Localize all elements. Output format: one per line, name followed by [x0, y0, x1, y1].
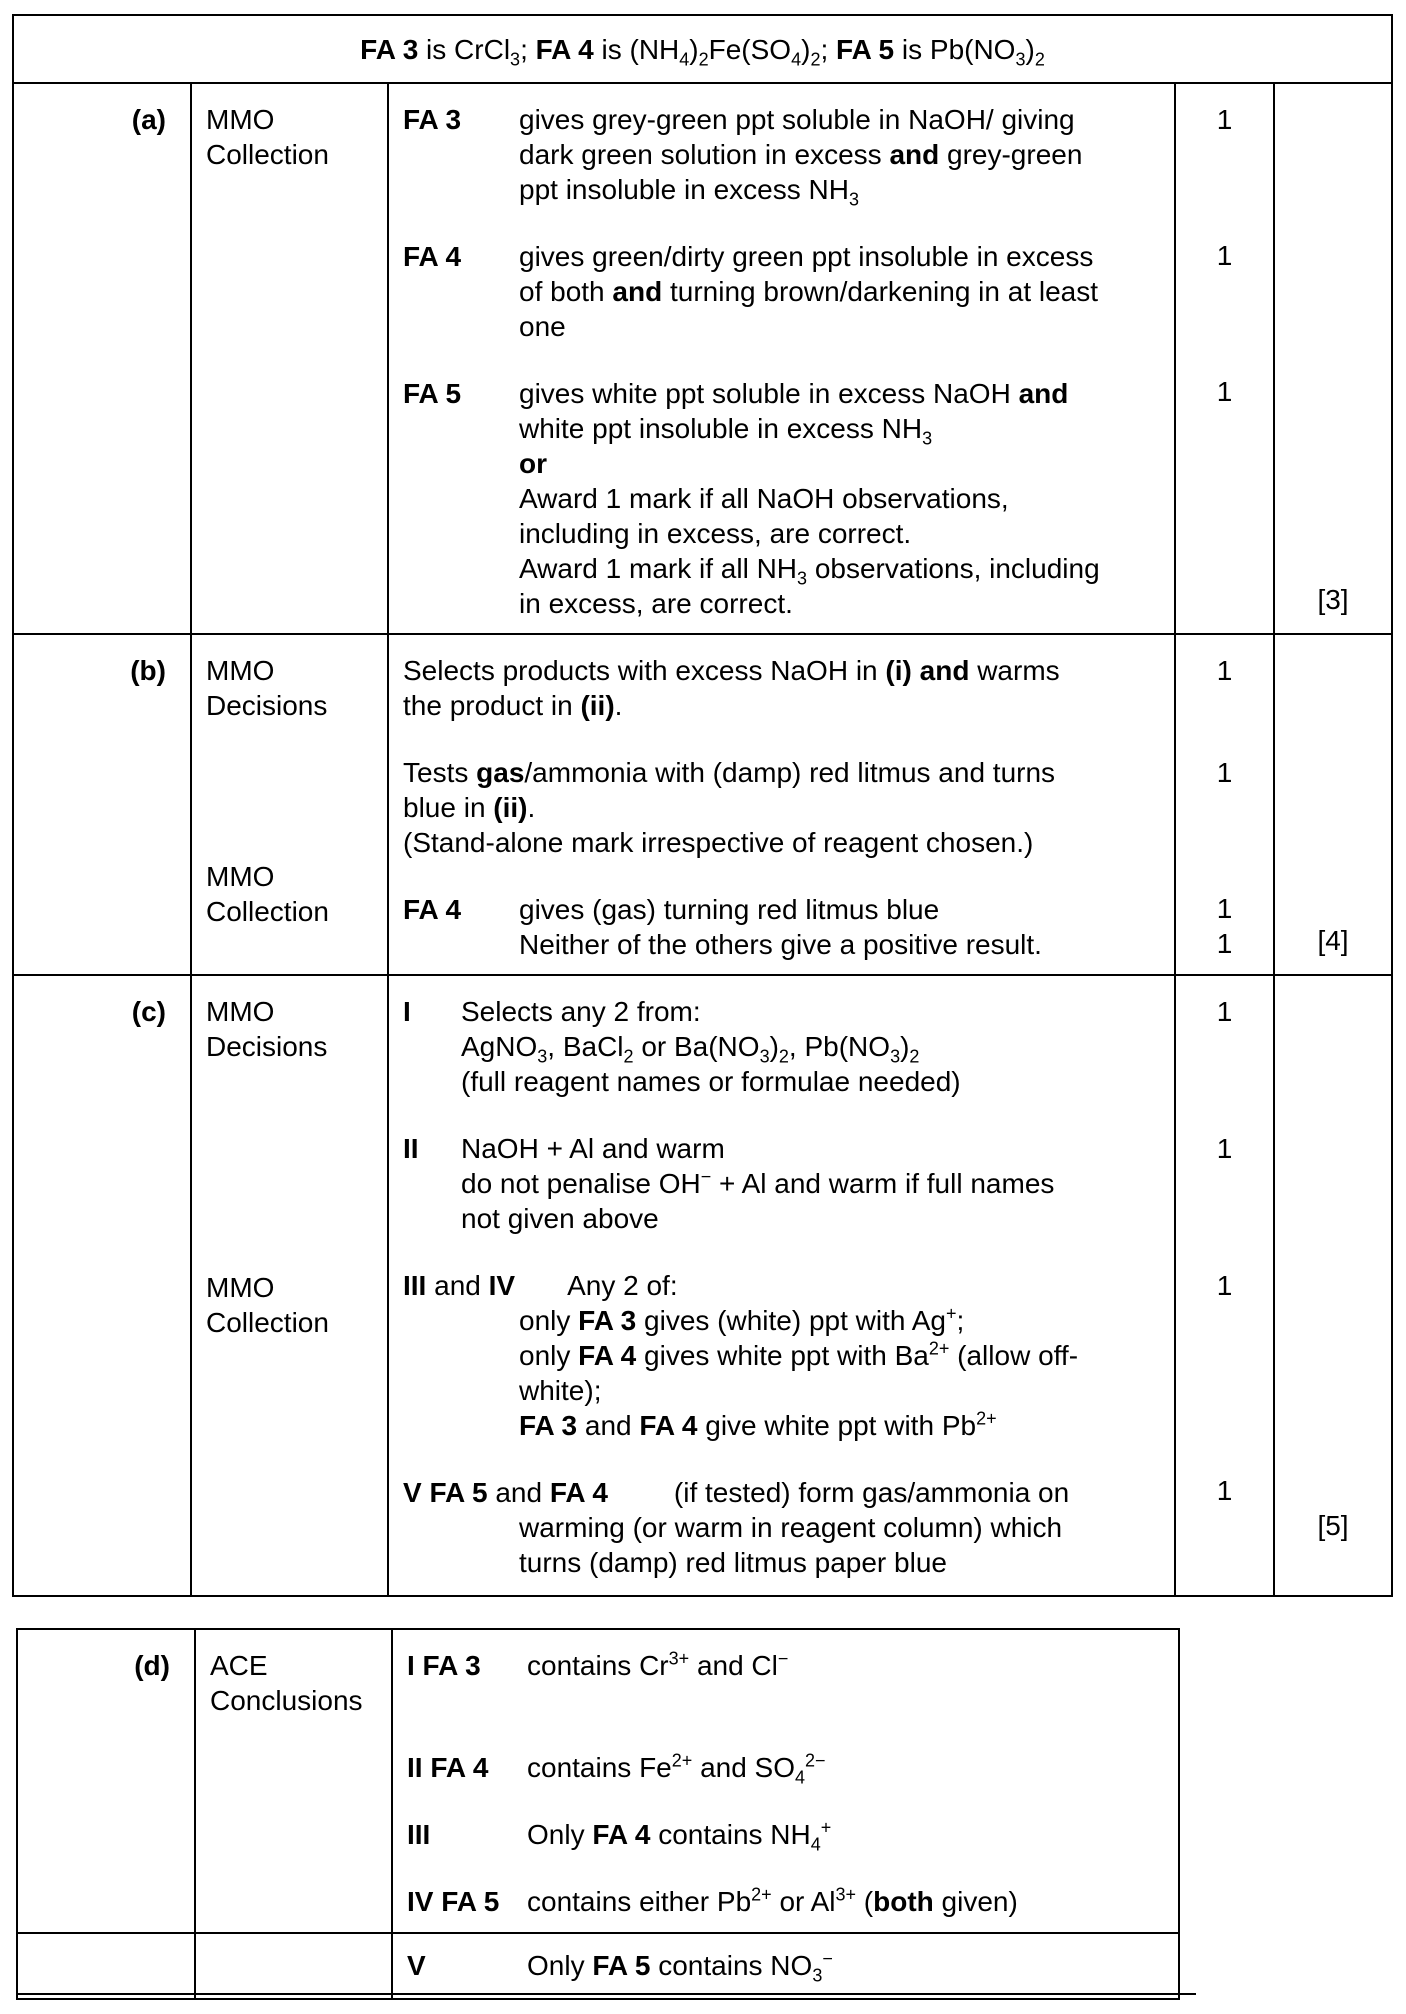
line: and — [612, 276, 663, 307]
part-d-v-guidance — [392, 1933, 1179, 1999]
key: I — [403, 996, 411, 1027]
sub: 4 — [795, 1767, 806, 1788]
fa5-text: ) — [1025, 33, 1035, 65]
line: + Al and warm if full names — [719, 1168, 1055, 1199]
part-b-label: (b) — [13, 634, 191, 975]
text: contains either Pb — [527, 1886, 752, 1917]
part-d-iv — [407, 1884, 1164, 1919]
sub: 2 — [623, 1046, 634, 1067]
line: gives (gas) turning red litmus blue — [519, 894, 940, 925]
part-b-guidance — [388, 634, 1175, 975]
part-a-guidance — [388, 83, 1175, 634]
sup: 2+ — [671, 1750, 693, 1771]
line: , BaCl — [547, 1031, 624, 1062]
part-b-marks — [1175, 634, 1274, 975]
mark: 1 — [1216, 757, 1233, 788]
sub: 3 — [890, 1046, 901, 1067]
key: and — [495, 1477, 543, 1508]
text: Only — [527, 1950, 585, 1981]
part-c-row — [13, 975, 1392, 1596]
part-a-assessment-objective — [191, 83, 388, 634]
sup: 2+ — [976, 1408, 997, 1429]
line: only — [519, 1305, 571, 1336]
line: of both — [519, 276, 605, 307]
sup: 3+ — [668, 1648, 690, 1669]
sub: 2 — [909, 1046, 920, 1067]
mark: 1 — [1216, 1270, 1233, 1301]
text — [519, 239, 1160, 344]
line: FA 4 — [639, 1410, 698, 1441]
ao-line: MMO — [206, 655, 275, 686]
text: contains NO — [658, 1950, 813, 1981]
mark: 1 — [1216, 104, 1233, 135]
line: not given above — [461, 1203, 659, 1234]
part-c-i — [403, 994, 1160, 1099]
sub: 4 — [810, 1834, 821, 1855]
sub: 4 — [679, 49, 690, 70]
line: NaOH + Al and warm — [461, 1133, 725, 1164]
key: V — [407, 1950, 426, 1981]
conclusions-table — [16, 1628, 1197, 2000]
key: III — [403, 1270, 427, 1301]
part-d-label: (d) — [17, 1629, 195, 1933]
part-b-row — [13, 634, 1392, 975]
part-a-marks — [1175, 83, 1274, 634]
mark: 1 — [1216, 376, 1233, 407]
text — [519, 376, 1160, 621]
mark: 1 — [1216, 1133, 1233, 1164]
part-d-v-row — [17, 1933, 1197, 1999]
fa3-text: is CrCl — [426, 33, 511, 65]
sub: 2 — [698, 49, 709, 70]
part-c-assessment-objective — [191, 975, 388, 1596]
part-c-marks — [1175, 975, 1274, 1596]
sub: 2 — [778, 1046, 789, 1067]
part-a-row — [13, 83, 1392, 634]
mark: 1 — [1216, 1475, 1233, 1506]
mark-scheme-table — [12, 14, 1393, 1597]
line: in excess, are correct. — [519, 588, 793, 619]
ao-line: MMO — [206, 861, 275, 892]
line: gives green/dirty green ppt insoluble in excess — [519, 241, 1094, 272]
line: ) — [900, 1031, 910, 1062]
key: FA 4 — [549, 1477, 608, 1508]
key: and — [434, 1270, 481, 1301]
text: (if tested) form gas/ammonia on — [673, 1477, 1070, 1508]
sup: 2+ — [751, 1884, 772, 1905]
key: I FA 3 — [407, 1650, 481, 1681]
fa4-text: ) — [689, 33, 699, 65]
part-d-iii — [407, 1817, 1164, 1855]
line: gives white ppt with Ba — [644, 1340, 929, 1371]
or-keyword: or — [519, 448, 547, 479]
line: Award 1 mark if all NH — [519, 553, 798, 584]
sub: 3 — [1015, 49, 1026, 70]
ao-line: Decisions — [206, 1031, 328, 1062]
line: do not penalise OH — [461, 1168, 701, 1199]
text: contains NH — [658, 1819, 811, 1850]
bottom-rule — [16, 1993, 1196, 1995]
part-a-total: [3] — [1274, 83, 1392, 634]
part-c-iii-iv — [403, 1268, 1160, 1443]
text: blue in — [403, 792, 486, 823]
line: Neither of the others give a positive result. — [519, 929, 1042, 960]
ao-line: Decisions — [206, 690, 328, 721]
fa4-text: ) — [801, 33, 811, 65]
sup: 2+ — [928, 1338, 950, 1359]
part-d-v-ao-cell — [195, 1933, 392, 1999]
sub: 2 — [810, 49, 821, 70]
text: Selects products with excess NaOH in — [403, 655, 878, 686]
line: one — [519, 311, 566, 342]
text: ( — [863, 1886, 874, 1917]
line: grey-green — [947, 139, 1083, 170]
key: V FA 5 — [403, 1477, 488, 1508]
text — [519, 102, 1160, 210]
text: the product in — [403, 690, 573, 721]
part-d-v-label-cell — [17, 1933, 195, 1999]
text: and Cl — [696, 1650, 778, 1681]
part-c-total — [1274, 975, 1392, 1596]
line: including in excess, are correct. — [519, 518, 912, 549]
part-d-ii — [407, 1750, 1164, 1788]
line: only — [519, 1340, 571, 1371]
part-b-para-1 — [403, 653, 1160, 723]
line: gives white ppt soluble in excess NaOH — [519, 378, 1011, 409]
line: Award 1 mark if all NaOH observations, — [519, 483, 1009, 514]
line: and — [1018, 378, 1069, 409]
line: observations, including — [814, 553, 1100, 584]
text — [461, 1131, 1160, 1236]
line: and — [584, 1410, 632, 1441]
sub: 4 — [791, 49, 802, 70]
text: Any 2 of: — [567, 1270, 678, 1301]
text: both — [873, 1886, 934, 1917]
text: . — [527, 792, 536, 823]
sup: − — [777, 1648, 789, 1669]
line: FA 4 — [578, 1340, 637, 1371]
key: IV FA 5 — [407, 1886, 500, 1917]
part-d-i — [407, 1648, 1164, 1683]
part-c-guidance — [388, 975, 1175, 1596]
sup: + — [820, 1817, 832, 1838]
line: turning brown/darkening in at least — [669, 276, 1099, 307]
line: and — [889, 139, 940, 170]
text: (ii) — [580, 690, 615, 721]
part-c-ii — [403, 1131, 1160, 1236]
text: (ii) — [493, 792, 528, 823]
text: FA 5 — [592, 1950, 651, 1981]
text: given) — [941, 1886, 1018, 1917]
key: FA 4 — [403, 894, 462, 925]
text: warms — [977, 655, 1060, 686]
fa5-text: is Pb(NO — [901, 33, 1016, 65]
line: dark green solution in excess — [519, 139, 882, 170]
fa4-label: FA 4 — [535, 33, 594, 65]
text: contains Cr — [527, 1650, 669, 1681]
line: , Pb(NO — [788, 1031, 891, 1062]
sup: − — [700, 1166, 712, 1187]
line: ; — [956, 1305, 965, 1336]
line: or Ba(NO — [641, 1031, 760, 1062]
line: FA 3 — [578, 1305, 637, 1336]
text — [519, 892, 1160, 962]
part-d-row — [17, 1629, 1197, 1933]
sub: 3 — [537, 1046, 548, 1067]
key: FA 5 — [403, 378, 462, 409]
key: II FA 4 — [407, 1752, 489, 1783]
fa4-text: Fe(SO — [708, 33, 792, 65]
fa5-label: FA 5 — [836, 33, 895, 65]
ao-line: MMO — [206, 104, 275, 135]
sub: 3 — [759, 1046, 770, 1067]
text: (i) — [885, 655, 912, 686]
part-d-guidance — [392, 1629, 1179, 1933]
key: III — [407, 1819, 431, 1850]
line: AgNO — [461, 1031, 538, 1062]
sup: − — [822, 1948, 833, 1969]
key: IV — [488, 1270, 516, 1301]
line: (full reagent names or formulae needed) — [461, 1066, 961, 1097]
fa4-text: is (NH — [601, 33, 680, 65]
text: or Al — [779, 1886, 836, 1917]
total: [5] — [1317, 1510, 1349, 1541]
part-b-para-2 — [403, 755, 1160, 860]
part-b-total: [4] — [1274, 634, 1392, 975]
part-a-label: (a) — [13, 83, 191, 634]
line: give white ppt with Pb — [705, 1410, 977, 1441]
text: and SO — [700, 1752, 796, 1783]
fa3-label: FA 3 — [360, 33, 419, 65]
part-b-fa4 — [403, 892, 1160, 962]
text: gas — [476, 757, 525, 788]
key: FA 3 — [403, 104, 462, 135]
line: (allow off- — [957, 1340, 1079, 1371]
part-b-assessment-objective — [191, 634, 388, 975]
mark: 1 — [1216, 240, 1233, 271]
header-row: FA 3 is CrCl$_3$; FA 4 is $(NH_4)_2Fe(SO_4)_2$; FA 5 is $Pb(NO_3)_2$ — [13, 15, 1392, 83]
sup: + — [945, 1303, 957, 1324]
ao-line: ACE — [210, 1650, 268, 1681]
mark: 1 — [1216, 655, 1233, 686]
text: contains Fe — [527, 1752, 672, 1783]
sub: 3 — [848, 189, 859, 210]
line: ppt insoluble in excess NH — [519, 174, 849, 205]
part-a-fa5 — [403, 376, 1160, 621]
part-a-fa4 — [403, 239, 1160, 344]
line: ) — [769, 1031, 779, 1062]
part-a-fa3 — [403, 102, 1160, 210]
key: II — [403, 1133, 419, 1164]
text: /ammonia with (damp) red litmus and turns — [524, 757, 1056, 788]
text — [461, 994, 1160, 1099]
line: white); — [519, 1375, 602, 1406]
ao-line: Collection — [206, 896, 329, 927]
part-d-right-edge — [1179, 1629, 1197, 1933]
ao-line: Collection — [206, 1307, 329, 1338]
part-d-assessment-objective — [195, 1629, 392, 1933]
line: gives (white) ppt with Ag — [644, 1305, 946, 1336]
ao-line: MMO — [206, 996, 275, 1027]
sup: 3+ — [835, 1884, 857, 1905]
mark: 1 — [1216, 928, 1233, 959]
ao-line: MMO — [206, 1272, 275, 1303]
sub: 2 — [1034, 49, 1045, 70]
part-d-v-right-edge — [1179, 1933, 1197, 1999]
line: FA 3 — [519, 1410, 578, 1441]
sub: 3 — [797, 568, 808, 589]
mark: 1 — [1216, 996, 1233, 1027]
sub: 3 — [922, 428, 933, 449]
sub: 3 — [812, 1965, 823, 1986]
text: Only — [527, 1819, 585, 1850]
text: . — [614, 690, 623, 721]
part-c-label: (c) — [13, 975, 191, 1596]
sub: 3 — [510, 49, 521, 70]
text: Tests — [403, 757, 469, 788]
line: turns (damp) red litmus paper blue — [519, 1547, 947, 1578]
key: FA 4 — [403, 241, 462, 272]
part-d-v — [407, 1948, 1164, 1986]
ao-line: Collection — [206, 139, 329, 170]
part-c-v — [403, 1475, 1160, 1580]
line: gives grey-green ppt soluble in NaOH/ giving — [519, 104, 1075, 135]
text: FA 4 — [592, 1819, 651, 1850]
text: and — [919, 655, 970, 686]
line: white ppt insoluble in excess NH — [519, 413, 923, 444]
line: Selects any 2 from: — [461, 996, 701, 1027]
mark: 1 — [1216, 893, 1233, 924]
sup: 2− — [805, 1750, 826, 1771]
text: (Stand-alone mark irrespective of reagent chosen.) — [403, 827, 1034, 858]
line: warming (or warm in reagent column) which — [519, 1512, 1063, 1543]
ao-line: Conclusions — [210, 1685, 363, 1716]
